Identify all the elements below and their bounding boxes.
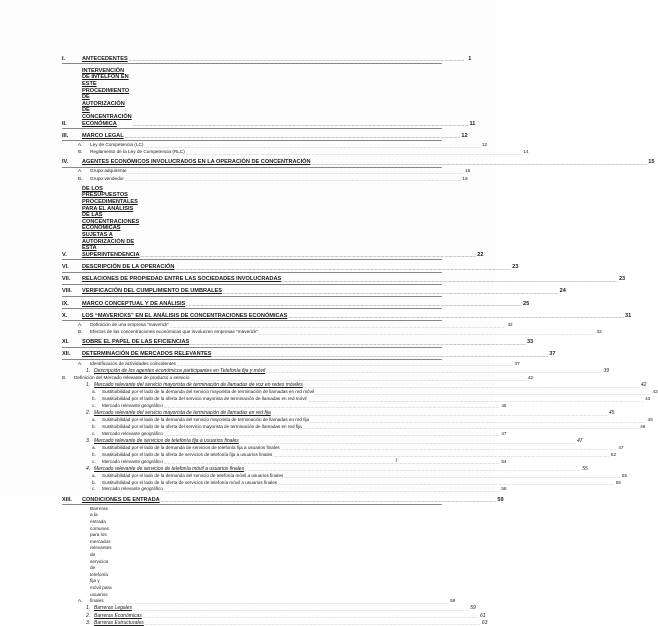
toc-entry-page: 33 bbox=[526, 339, 534, 346]
toc-dot-leader bbox=[245, 467, 581, 472]
toc-entry-page: 47 bbox=[501, 430, 507, 436]
toc-entry[interactable] bbox=[62, 185, 484, 261]
toc-dot-leader bbox=[133, 607, 469, 612]
toc-entry[interactable] bbox=[62, 396, 651, 403]
toc-entry[interactable] bbox=[62, 389, 658, 396]
toc-entry[interactable] bbox=[62, 605, 476, 612]
toc-entry-title: Mercado relevante geográfico bbox=[102, 430, 163, 436]
toc-entry[interactable] bbox=[62, 367, 609, 375]
toc-entry[interactable] bbox=[62, 416, 653, 424]
toc-entry-title: SOBRE EL PAPEL DE LAS EFICIENCIAS bbox=[82, 339, 190, 346]
toc-entry-page: 16 bbox=[464, 168, 471, 174]
toc-entry-title: Barreras Estructurales bbox=[94, 619, 144, 626]
toc-entry-page: 23 bbox=[512, 263, 519, 270]
toc-dot-leader bbox=[281, 446, 617, 451]
toc-entry-page: 11 bbox=[469, 120, 476, 127]
toc-entry-number: A. bbox=[78, 360, 83, 366]
toc-entry-page: 59 bbox=[497, 496, 504, 503]
toc-entry-title: Identificación de actividades coincidentes bbox=[90, 360, 176, 366]
toc-entry[interactable] bbox=[62, 612, 486, 620]
toc-entry-page: 14 bbox=[523, 149, 529, 155]
page-number: I bbox=[396, 458, 398, 464]
toc-entry[interactable] bbox=[62, 382, 647, 389]
toc-entry-number: IV. bbox=[62, 159, 69, 166]
toc-entry-page: 25 bbox=[523, 300, 530, 307]
toc-dot-leader bbox=[273, 453, 609, 458]
toc-entry-title: Barreras a la entrada comunes para los mercados relevantes de servicios de telefonía fija y móvil para usuarios finales bbox=[90, 505, 112, 604]
toc-entry-number: XII. bbox=[62, 351, 71, 358]
toc-dot-leader bbox=[143, 614, 479, 619]
toc-entry-page: 46 bbox=[640, 423, 646, 429]
toc-entry-number: IX. bbox=[62, 300, 69, 307]
toc-entry-title: DETERMINACIÓN DE MERCADOS RELEVANTES bbox=[82, 351, 212, 358]
toc-dot-leader bbox=[312, 161, 648, 166]
toc-dot-leader bbox=[145, 621, 481, 626]
toc-entry-title: VERIFICACIÓN DEL CUMPLIMIENTO DE UMBRALES bbox=[82, 288, 222, 295]
toc-entry-page: 61 bbox=[479, 612, 486, 619]
toc-dot-leader bbox=[127, 170, 463, 175]
toc-entry-page: 55 bbox=[621, 472, 628, 478]
toc-entry-number: b. bbox=[92, 423, 96, 429]
toc-entry-page: 52 bbox=[610, 451, 617, 457]
toc-entry-number: B. bbox=[62, 375, 67, 381]
toc-entry-page: 1 bbox=[468, 55, 472, 62]
toc-dot-leader bbox=[190, 377, 526, 382]
toc-entry[interactable] bbox=[62, 451, 617, 459]
toc-entry[interactable] bbox=[62, 486, 507, 493]
toc-entry-number: a. bbox=[92, 472, 96, 478]
toc-entry-page: 31 bbox=[625, 312, 632, 319]
toc-dot-leader bbox=[315, 391, 651, 396]
toc-entry-title: Sustituibilidad por el lado de la demanda del servicio de telefonía móvil a usuarios finales bbox=[102, 472, 284, 478]
toc-entry[interactable] bbox=[62, 410, 615, 417]
toc-entry-number: XIII. bbox=[62, 496, 72, 503]
toc-entry[interactable] bbox=[62, 437, 583, 445]
toc-dot-leader bbox=[223, 290, 559, 295]
toc-entry[interactable] bbox=[62, 321, 513, 329]
toc-entry-title: Mercado relevante de servicios de telefonía fija a usuarios finales bbox=[94, 437, 239, 444]
toc-dot-leader bbox=[282, 278, 618, 283]
toc-entry-title: INTERVENCIÓN DE INTELFON EN ESTE PROCEDIMIENTO DE AUTORIZACIÓN DE CONCENTRACIÓN ECONÓMICA bbox=[82, 67, 132, 127]
toc-entry-title: Definición del Mercado relevante de producto o servicio bbox=[74, 375, 190, 381]
toc-entry-number: A. bbox=[78, 598, 83, 604]
toc-entry-page: 37 bbox=[549, 351, 556, 358]
toc-entry-number: 1. bbox=[86, 367, 91, 374]
toc-dot-leader bbox=[190, 341, 526, 346]
toc-entry-page: 12 bbox=[461, 132, 468, 139]
toc-entry[interactable] bbox=[62, 339, 534, 348]
toc-entry-title: Mercado relevante del servicio mayorista de terminación de llamadas de voz en redes móviles bbox=[94, 382, 303, 389]
toc-entry-title: Efectos de las concentraciones económicas que involucren empresas “maverick” bbox=[90, 329, 259, 335]
toc-entry[interactable] bbox=[62, 55, 472, 65]
toc-entry[interactable] bbox=[62, 175, 468, 183]
toc-entry[interactable] bbox=[62, 351, 556, 360]
toc-entry-page: 55 bbox=[582, 465, 588, 472]
toc-dot-leader bbox=[310, 419, 646, 424]
toc-entry-page: 45 bbox=[647, 416, 653, 422]
toc-dot-leader bbox=[186, 151, 522, 156]
toc-entry-number: B. bbox=[78, 329, 83, 335]
toc-entry-number: a. bbox=[92, 444, 96, 450]
toc-entry-title: Mercado relevante del servicio mayorista de terminación de llamadas en red fija bbox=[94, 410, 271, 417]
toc-entry-page: 42 bbox=[652, 389, 658, 395]
toc-entry-number: VI. bbox=[62, 263, 69, 270]
toc-entry-number: c. bbox=[92, 458, 96, 464]
toc-entry[interactable] bbox=[62, 458, 507, 466]
toc-entry-number: 1. bbox=[86, 382, 91, 389]
toc-entry-number: c. bbox=[92, 486, 96, 492]
toc-dot-leader bbox=[161, 498, 497, 503]
toc-entry-page: 54 bbox=[501, 458, 507, 464]
toc-entry-title: Sustituibilidad por el lado de la oferta del servicio mayorista de terminación de llamadas en red móvil bbox=[102, 396, 307, 401]
toc-entry-page: 56 bbox=[615, 479, 621, 485]
toc-entry-title: Mercado relevante de servicios de telefonía móvil a usuarios finales bbox=[94, 465, 245, 472]
toc-entry[interactable] bbox=[62, 430, 507, 438]
toc-dot-leader bbox=[177, 362, 513, 367]
toc-entry-page: 23 bbox=[618, 276, 626, 283]
table-of-contents bbox=[62, 52, 658, 626]
toc-entry-page: 45 bbox=[608, 410, 615, 417]
toc-dot-leader bbox=[164, 432, 500, 437]
toc-entry-title: Definición de una empresa “maverick” bbox=[90, 321, 169, 327]
toc-entry[interactable] bbox=[62, 168, 471, 175]
toc-entry-number: 2. bbox=[86, 612, 91, 619]
toc-entry-title: Grupo vendedor bbox=[90, 175, 124, 181]
toc-entry-number: A. bbox=[78, 321, 83, 327]
toc-entry-page: 59 bbox=[450, 598, 456, 604]
toc-entry-title: Sustituibilidad por el lado de la oferta de servicios de telefonía fija a usuarios finales bbox=[102, 451, 273, 457]
toc-entry-number: A. bbox=[78, 141, 83, 147]
toc-entry-number: c. bbox=[92, 430, 96, 436]
toc-dot-leader bbox=[164, 488, 500, 493]
toc-entry[interactable] bbox=[62, 276, 626, 285]
toc-entry[interactable] bbox=[62, 263, 519, 273]
toc-entry[interactable] bbox=[62, 300, 530, 310]
toc-entry-number: 3. bbox=[86, 619, 91, 626]
toc-dot-leader bbox=[259, 331, 595, 336]
toc-dot-leader bbox=[308, 398, 644, 403]
toc-entry-number: X. bbox=[62, 312, 68, 319]
toc-entry-page: 22 bbox=[477, 251, 484, 258]
toc-entry[interactable] bbox=[62, 444, 624, 452]
toc-entry-title: Sustituibilidad por el lado de la demanda de servicios de telefonía fija a usuarios finales bbox=[102, 444, 280, 450]
toc-dot-leader bbox=[304, 384, 640, 389]
toc-entry-page: 19 bbox=[462, 175, 468, 181]
toc-entry[interactable] bbox=[62, 360, 520, 368]
toc-entry-page: 42 bbox=[527, 375, 534, 381]
toc-entry-title: Mercado relevante geográfico bbox=[102, 458, 163, 464]
toc-entry-page: 24 bbox=[559, 288, 566, 295]
toc-entry-page: 58 bbox=[501, 486, 507, 492]
toc-entry-page: 42 bbox=[640, 382, 647, 389]
toc-entry[interactable] bbox=[62, 329, 602, 336]
toc-dot-leader bbox=[164, 404, 500, 409]
toc-entry-page: 37 bbox=[514, 360, 520, 366]
toc-entry-page: 63 bbox=[481, 619, 488, 626]
toc-entry-number: a. bbox=[92, 416, 96, 422]
toc-dot-leader bbox=[284, 474, 620, 479]
toc-entry[interactable] bbox=[62, 132, 468, 142]
toc-entry-number: B. bbox=[78, 149, 83, 155]
toc-entry[interactable] bbox=[62, 67, 476, 129]
toc-entry-number: A. bbox=[78, 168, 83, 174]
toc-dot-leader bbox=[278, 481, 614, 486]
toc-entry-number: b. bbox=[92, 396, 96, 401]
toc-entry-title: Barreras Legales bbox=[94, 605, 133, 612]
toc-dot-leader bbox=[170, 324, 506, 329]
toc-dot-leader bbox=[175, 266, 511, 271]
toc-dot-leader bbox=[164, 460, 500, 465]
toc-entry[interactable] bbox=[62, 402, 507, 410]
toc-entry-number: b. bbox=[92, 451, 96, 457]
toc-entry[interactable] bbox=[62, 479, 621, 487]
toc-entry-number: 1. bbox=[86, 605, 91, 612]
toc-entry-page: 32 bbox=[596, 329, 602, 335]
toc-entry[interactable] bbox=[62, 288, 566, 297]
toc-entry-page: 12 bbox=[481, 141, 488, 147]
toc-dot-leader bbox=[133, 122, 469, 127]
toc-entry[interactable] bbox=[62, 159, 655, 168]
toc-dot-leader bbox=[240, 440, 576, 445]
toc-dot-leader bbox=[272, 412, 608, 417]
toc-dot-leader bbox=[113, 600, 449, 605]
toc-entry-page: 15 bbox=[648, 159, 655, 166]
toc-entry[interactable] bbox=[62, 312, 632, 322]
toc-entry-number: XI. bbox=[62, 339, 69, 346]
toc-entry-number: I. bbox=[62, 55, 66, 62]
toc-entry-number: VII. bbox=[62, 276, 71, 283]
toc-entry-title: Mercado relevante geográfico bbox=[102, 486, 163, 492]
toc-entry-number: b. bbox=[92, 479, 96, 485]
toc-entry-number: a. bbox=[92, 389, 96, 395]
toc-entry-number: 4. bbox=[86, 465, 91, 472]
toc-entry-title: Sustituibilidad por el lado de la oferta de servicios de telefonía móvil a usuarios finales bbox=[102, 479, 278, 485]
toc-entry[interactable] bbox=[46, 375, 534, 382]
toc-entry[interactable] bbox=[62, 505, 456, 605]
toc-entry-page: 32 bbox=[507, 321, 513, 327]
toc-entry-title: Ley de Competencia (LC) bbox=[90, 141, 144, 147]
toc-entry-page: 47 bbox=[576, 437, 583, 444]
toc-entry-number: 2. bbox=[86, 410, 91, 417]
toc-entry-title: Sustituibilidad por el lado de la demanda del servicio mayorista de terminación de llamadas en red fija bbox=[102, 416, 310, 422]
toc-dot-leader bbox=[186, 302, 522, 307]
toc-dot-leader bbox=[288, 314, 624, 319]
toc-dot-leader bbox=[266, 369, 602, 374]
toc-entry-page: 45 bbox=[501, 402, 507, 408]
toc-dot-leader bbox=[141, 253, 477, 258]
toc-entry[interactable] bbox=[62, 496, 504, 506]
toc-entry-title: Sustituibilidad por el lado de la oferta del servicio mayorista de terminación de llamadas en red fija bbox=[102, 423, 302, 429]
toc-entry-number: VIII. bbox=[62, 288, 72, 295]
toc-dot-leader bbox=[129, 57, 465, 62]
toc-entry-page: 43 bbox=[645, 396, 651, 401]
toc-entry-page: 39 bbox=[603, 367, 609, 374]
toc-dot-leader bbox=[144, 144, 480, 149]
toc-entry-title: DE LOS PRESUPUESTOS PROCEDIMENTALES PARA EL ANÁLISIS DE LAS CONCENTRACIONES ECONÓMICAS SUJETAS A AUTORIZACIÓN DE ESTA SUPERINTENDENCIA bbox=[82, 185, 140, 258]
toc-dot-leader bbox=[125, 134, 461, 139]
toc-entry-title: MARCO CONCEPTUAL Y DE ANÁLISIS bbox=[82, 300, 186, 307]
toc-entry[interactable] bbox=[62, 423, 646, 431]
toc-entry[interactable] bbox=[62, 465, 588, 473]
toc-entry-title: Sustituibilidad por el lado de la demanda del servicio mayorista de terminación de llamadas en red móvil bbox=[102, 389, 314, 395]
toc-entry-title: Barreras Económicas bbox=[94, 612, 142, 619]
toc-entry-number: II. bbox=[62, 120, 67, 127]
toc-dot-leader bbox=[125, 177, 461, 182]
toc-entry-title: RELACIONES DE PROPIEDAD ENTRE LAS SOCIEDADES INVOLUCRADAS bbox=[82, 276, 282, 283]
toc-dot-leader bbox=[213, 353, 549, 358]
toc-entry[interactable] bbox=[62, 472, 628, 480]
toc-entry-page: 47 bbox=[618, 444, 624, 450]
toc-entry-title: DESCRIPCIÓN DE LA OPERACIÓN bbox=[82, 263, 175, 270]
toc-entry-title: Mercado relevante geográfico bbox=[102, 402, 163, 408]
toc-entry-page: 59 bbox=[470, 605, 476, 612]
toc-entry-title: ANTECEDENTES bbox=[82, 55, 128, 62]
toc-entry-number: 3. bbox=[86, 437, 91, 444]
toc-entry[interactable] bbox=[62, 619, 488, 626]
toc-entry-number: c. bbox=[92, 402, 96, 408]
toc-entry-title: Reglamento de la Ley de Competencia (RLC) bbox=[90, 149, 185, 155]
toc-entry-number: III. bbox=[62, 132, 69, 139]
toc-entry-title: LOS “MAVERICKS” EN EL ANÁLISIS DE CONCENTRACIONES ECONÓMICAS bbox=[82, 312, 288, 319]
toc-entry[interactable] bbox=[62, 141, 488, 149]
toc-entry-title: CONDICIONES DE ENTRADA bbox=[82, 496, 160, 503]
toc-entry-title: Grupo adquirente bbox=[90, 168, 127, 174]
toc-entry[interactable] bbox=[62, 149, 529, 156]
toc-entry-number: B. bbox=[78, 175, 83, 181]
toc-entry-title: MARCO LEGAL bbox=[82, 132, 124, 139]
toc-entry-title: AGENTES ECONÓMICOS INVOLUCRADOS EN LA OPERACIÓN DE CONCENTRACIÓN bbox=[82, 159, 311, 166]
toc-dot-leader bbox=[303, 425, 639, 430]
toc-entry-number: V. bbox=[62, 251, 67, 258]
toc-entry-title: Descripción de los agentes económicos participantes en Telefonía fija y móvil bbox=[94, 367, 266, 374]
